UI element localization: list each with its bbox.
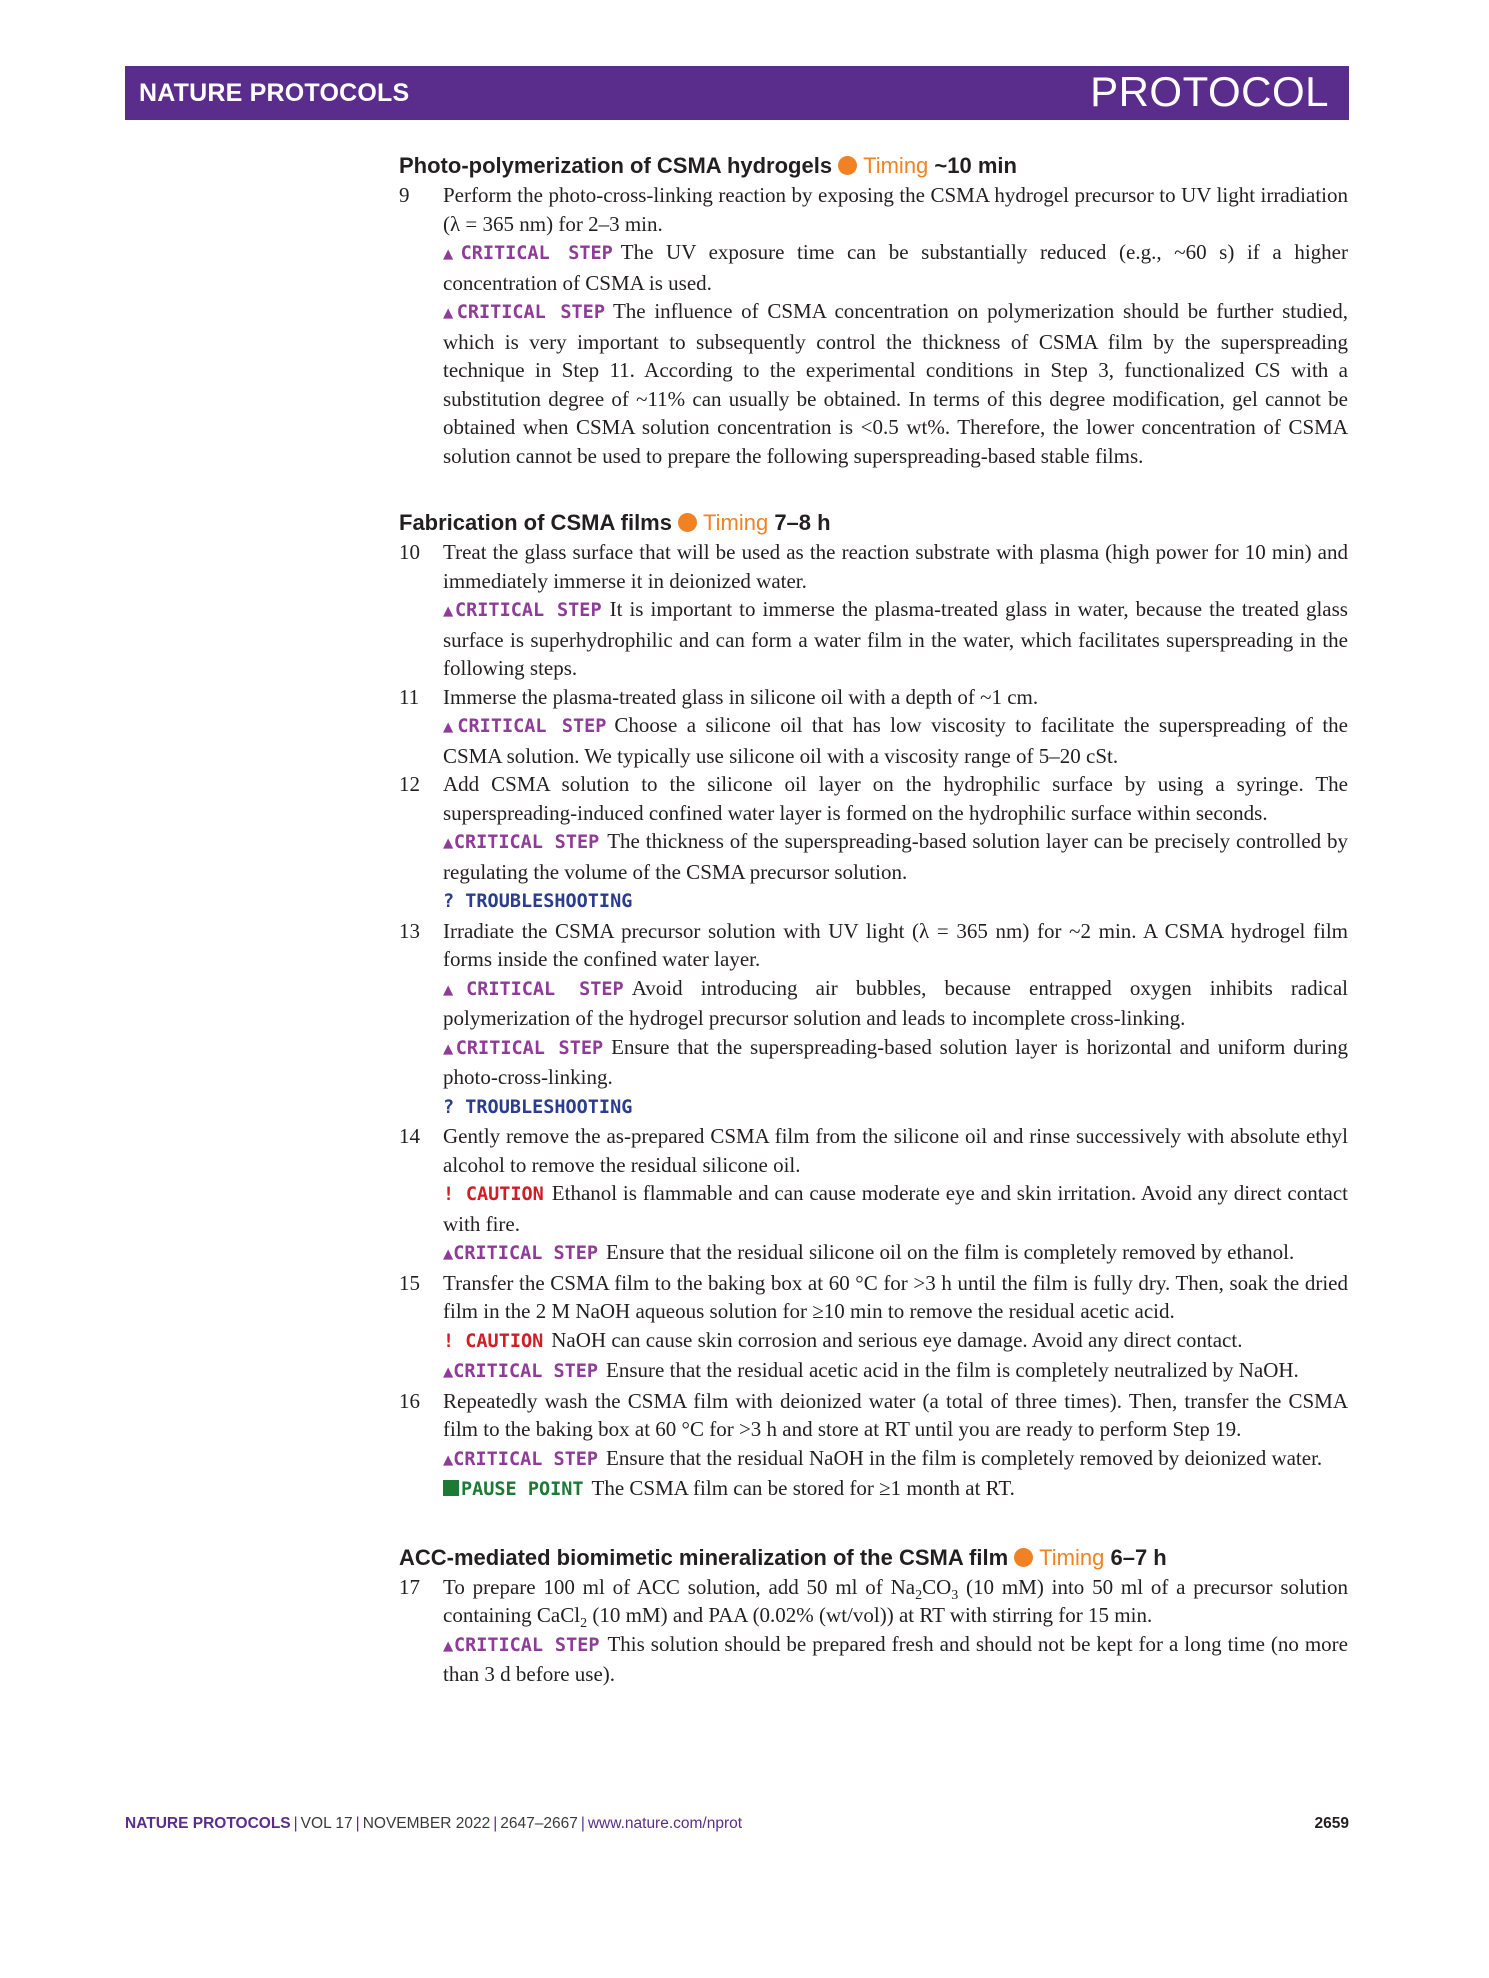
critical-label: CRITICAL STEP (453, 1634, 600, 1656)
text-part: CO (922, 1574, 952, 1599)
timing-value: 6–7 h (1110, 1544, 1167, 1570)
main-content (399, 151, 1348, 1727)
text-part: To prepare 100 ml of ACC solution, add 50 ml of Na (443, 1574, 916, 1599)
step-number: 13 (399, 918, 420, 943)
page-number: 2659 (1314, 1815, 1349, 1832)
step-text: Irradiate the CSMA precursor solution with UV light (λ = 365 nm) for ~2 min. A CSMA hydrogel film forms inside the confined water layer. (443, 918, 1348, 971)
triangle-icon: ▲ (443, 833, 454, 853)
step-14 (399, 1122, 1348, 1269)
critical-text: Ensure that the residual silicone oil on the film is completely removed by ethanol. (606, 1240, 1295, 1264)
critical-label: CRITICAL STEP (456, 302, 605, 323)
critical-text: Choose a silicone oil that has low viscosity to facilitate the superspreading of the CSMA solution. We typically use silicone oil with a viscosity range of 5–20 cSt. (443, 713, 1348, 768)
caution-note (443, 1326, 1348, 1357)
step-13 (399, 917, 1348, 1123)
step-text: Gently remove the as-prepared CSMA film from the silicone oil and rinse successively with absolute ethyl alcohol to remove the residual silicone oil. (443, 1124, 1348, 1177)
footer-volume: VOL 17 (300, 1815, 353, 1832)
step-number: 16 (399, 1388, 420, 1413)
section-acc-mineralization (399, 1543, 1348, 1689)
text-part: (10 mM) into 50 ml of a precursor solution containing CaCl (443, 1574, 1348, 1627)
subscript: 2 (580, 1616, 588, 1632)
step-text: Immerse the plasma-treated glass in silicone oil with a depth of ~1 cm. (443, 684, 1039, 709)
timing-dot-icon (1014, 1548, 1033, 1567)
journal-name: NATURE PROTOCOLS (139, 79, 410, 107)
critical-label: CRITICAL STEP (453, 832, 600, 853)
section-heading (399, 508, 1348, 538)
critical-text: Ensure that the residual NaOH in the film is completely removed by deionized water. (606, 1445, 1323, 1470)
step-9 (399, 181, 1348, 470)
troubleshooting-link[interactable]: ? TROUBLESHOOTING (443, 891, 633, 912)
section-title: ACC-mediated biomimetic mineralization of the CSMA film (399, 1544, 1009, 1570)
critical-note (443, 297, 1348, 470)
critical-note (443, 1238, 1348, 1269)
critical-note (443, 827, 1348, 886)
critical-note (443, 974, 1348, 1033)
critical-label: CRITICAL STEP (457, 716, 607, 737)
triangle-icon: ▲ (443, 601, 456, 621)
step-number: 15 (399, 1270, 420, 1295)
critical-note (443, 1630, 1348, 1689)
section-title: Photo-polymerization of CSMA hydrogels (399, 153, 833, 178)
step-text (443, 1573, 1348, 1630)
triangle-icon: ▲ (443, 979, 467, 1000)
footer-date: NOVEMBER 2022 (362, 1815, 491, 1832)
critical-note (443, 1356, 1348, 1387)
triangle-icon: ▲ (443, 717, 458, 737)
step-16 (399, 1387, 1348, 1505)
critical-note (443, 1033, 1348, 1092)
step-number: 12 (399, 772, 420, 796)
critical-text: The UV exposure time can be substantially reduced (e.g., ~60 s) if a higher concentration of CSMA is used. (443, 240, 1348, 295)
critical-text: Ensure that the superspreading-based solution layer is horizontal and uniform during photo-cross-linking. (443, 1034, 1348, 1089)
step-17 (399, 1573, 1348, 1689)
text-part: (10 mM) and PAA (0.02% (wt/vol)) at RT with stirring for 15 min. (587, 1603, 1153, 1627)
critical-label: CRITICAL STEP (466, 978, 624, 1000)
timing-label: Timing (863, 153, 929, 178)
triangle-icon: ▲ (443, 1635, 454, 1656)
caution-label: ! CAUTION (443, 1184, 544, 1205)
section-heading (399, 1543, 1348, 1573)
caution-text: Ethanol is flammable and can cause moderate eye and skin irritation. Avoid any direct contact with fire. (443, 1181, 1349, 1236)
page-footer: NATURE PROTOCOLS | VOL 17 | NOVEMBER 2022 | 2647–2667 | www.nature.com/nprot 2659 (125, 1815, 1349, 1832)
critical-text: Avoid introducing air bubbles, because entrapped oxygen inhibits radical polymerization of the hydrogel precursor solution and leads to incomplete cross-linking. (443, 975, 1348, 1030)
caution-label: ! CAUTION (443, 1330, 544, 1352)
critical-label: CRITICAL STEP (455, 600, 602, 621)
pause-note (443, 1474, 1348, 1505)
step-number: 10 (399, 540, 420, 564)
footer-pages: 2647–2667 (500, 1815, 578, 1832)
timing-value: ~10 min (934, 153, 1017, 178)
footer-journal: NATURE PROTOCOLS (125, 1815, 291, 1832)
pause-label: PAUSE POINT (461, 1479, 584, 1500)
critical-label: CRITICAL STEP (455, 1037, 604, 1059)
timing-label: Timing (1039, 1544, 1105, 1570)
critical-note (443, 1444, 1348, 1475)
caution-note (443, 1179, 1348, 1238)
step-text: Treat the glass surface that will be used as the reaction substrate with plasma (high power for 10 min) and immediately immerse it in deionized water. (443, 540, 1348, 593)
critical-label: CRITICAL STEP (453, 1243, 599, 1264)
triangle-icon: ▲ (443, 244, 461, 264)
timing-value: 7–8 h (774, 510, 831, 535)
step-number: 17 (399, 1574, 420, 1599)
triangle-icon: ▲ (443, 1449, 454, 1470)
critical-label: CRITICAL STEP (453, 1361, 599, 1382)
step-text: Add CSMA solution to the silicone oil layer on the hydrophilic surface by using a syringe. The superspreading-induced confined water layer is formed on the hydrophilic surface within seconds. (443, 772, 1348, 825)
section-photo-polymerization (399, 151, 1348, 470)
critical-note (443, 711, 1348, 770)
triangle-icon: ▲ (443, 1038, 456, 1059)
critical-note (443, 595, 1348, 683)
step-10 (399, 538, 1348, 683)
pause-square-icon (443, 1480, 459, 1496)
critical-text: The influence of CSMA concentration on polymerization should be further studied, which is very important to subsequently control the thickness of CSMA film by the superspreading technique in Step 11. According to the experimental conditions in Step 3, functionalized CS with a substitution degree of ~11% can usually be obtained. In terms of this degree modification, gel cannot be obtained when CSMA solution concentration is <0.5 wt%. Therefore, the lower concentration of CSMA solution cannot be used to prepare the following superspreading-based stable films. (443, 299, 1348, 468)
section-fabrication (399, 508, 1348, 1505)
step-12 (399, 770, 1348, 917)
triangle-icon: ▲ (443, 1244, 454, 1264)
critical-label: CRITICAL STEP (453, 1448, 599, 1470)
step-text: Perform the photo-cross-linking reaction by exposing the CSMA hydrogel precursor to UV light irradiation (λ = 365 nm) for 2–3 min. (443, 183, 1348, 236)
troubleshooting-link[interactable]: ? TROUBLESHOOTING (443, 1096, 633, 1118)
footer-url-link[interactable]: www.nature.com/nprot (587, 1815, 743, 1832)
critical-note (443, 238, 1348, 297)
critical-text: This solution should be prepared fresh and should not be kept for a long time (no more than 3 d before use). (443, 1631, 1348, 1686)
triangle-icon: ▲ (443, 1362, 454, 1382)
step-15 (399, 1269, 1348, 1387)
timing-dot-icon (838, 156, 857, 175)
step-text: Repeatedly wash the CSMA film with deionized water (a total of three times). Then, transfer the CSMA film to the baking box at 60 °C for >3 h and store at RT until you are ready to perform Step 19. (443, 1388, 1348, 1441)
section-title: Fabrication of CSMA films (399, 510, 672, 535)
article-type: PROTOCOL (1090, 68, 1329, 115)
critical-text: It is important to immerse the plasma-treated glass in water, because the treated glass surface is superhydrophilic and can form a water film in the water, which facilitates superspreading in the following steps. (443, 597, 1348, 680)
critical-text: The thickness of the superspreading-based solution layer can be precisely controlled by regulating the volume of the CSMA precursor solution. (443, 829, 1348, 884)
step-text: Transfer the CSMA film to the baking box at 60 °C for >3 h until the film is fully dry. Then, soak the dried film in the 2 M NaOH aqueous solution for ≥10 min to remove the residual acetic acid. (443, 1270, 1348, 1323)
step-number: 14 (399, 1124, 420, 1148)
timing-label: Timing (702, 510, 769, 535)
critical-text: Ensure that the residual acetic acid in the film is completely neutralized by NaOH. (606, 1358, 1299, 1382)
triangle-icon: ▲ (443, 303, 457, 323)
timing-dot-icon (678, 513, 697, 532)
step-number: 11 (399, 684, 420, 709)
caution-text: NaOH can cause skin corrosion and serious eye damage. Avoid any direct contact. (551, 1327, 1243, 1352)
pause-text: The CSMA film can be stored for ≥1 month at RT. (591, 1476, 1015, 1500)
section-heading (399, 151, 1348, 181)
step-number: 9 (399, 183, 410, 207)
subscript: 2 (915, 1587, 923, 1603)
step-11 (399, 683, 1348, 771)
header-banner (125, 66, 1349, 120)
critical-label: CRITICAL STEP (460, 243, 613, 264)
subscript: 3 (951, 1587, 959, 1603)
